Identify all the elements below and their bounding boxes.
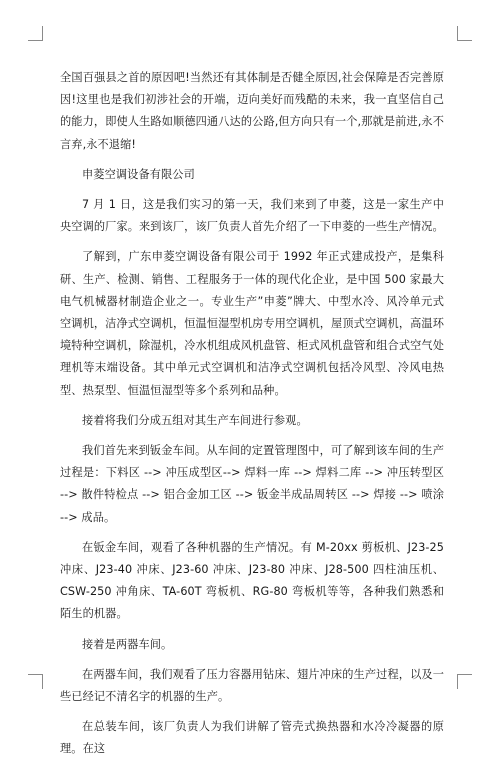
paragraph-6: 在钣金车间，观看了各种机器的生产情况。有 M-20xx 剪板机、J23-25 冲床、J23-40 冲床、J23-60 冲床、J23-80 冲床、J28-500 四柱油压机、CSW-250 冲角床、TA-60T 弯板机、RG-80 弯板机等等，各种我们熟悉和陌生的机器。 [60,540,444,621]
crop-mark-top-left [28,26,43,41]
paragraph-2: 7 月 1 日，这是我们实习的第一天，我们来到了申菱，这是一家生产中央空调的厂家。来到该厂，该厂负责人首先介绍了一下申菱的一些生产情况。 [60,198,444,234]
section-heading: 申菱空调设备有限公司 [82,167,195,181]
paragraph-5: 我们首先来到钣金车间。从车间的定置管理图中，可了解到该车间的生产过程是：下料区 --> 冲压成型区--> 焊料一库 --> 焊料二库 --> 冲压转型区 --> 散件特检点 --> 铝合金加工区 --> 钣金半成品周转区 --> 焊接 --> 喷涂 --> 成品。 [60,444,444,524]
paragraph-9: 在总装车间，该厂负责人为我们讲解了管壳式换热器和水冷冷凝器的原理。在这 [60,720,444,756]
crop-mark-top-right [457,26,472,41]
crop-mark-bottom-left [28,674,43,689]
paragraph-4: 接着将我们分成五组对其生产车间进行参观。 [82,413,308,427]
document-page [60,67,444,769]
paragraph-8: 在两器车间，我们观看了压力容器用钻床、翅片冲床的生产过程，以及一些已经记不清名字的机器的生产。 [60,667,444,704]
crop-mark-bottom-right [457,674,472,689]
paragraph-1: 全国百强县之首的原因吧!当然还有其体制是否健全原因,社会保障是否完善原因!这里也是我们初涉社会的开端，迈向美好而残酷的未来，我一直坚信自己的能力，即使人生路如顺德四通八达的公路,但方向只有一个,那就是前进,永不言弃,永不退缩! [60,71,444,151]
paragraph-7: 接着是两器车间。 [82,637,173,651]
paragraph-3: 了解到，广东申菱空调设备有限公司于 1992 年正式建成投产，是集科研、生产、检测、销售、工程服务于一体的现代化企业，是中国 500 家最大电气机械器材制造企业之一。专业生产”申菱”牌大、中型水冷、风冷单元式空调机，洁净式空调机，恒温恒湿型机房专用空调机，屋顶式空调机，高温环境特种空调机，除湿机，冷水机组成风机盘管、柜式风机盘管和组合式空气处理机等末端设备。其中单元式空调机和洁净式空调机包括冷风型、冷风电热型、热泵型、恒温恒湿型等多个系列和品种。 [60,250,444,397]
